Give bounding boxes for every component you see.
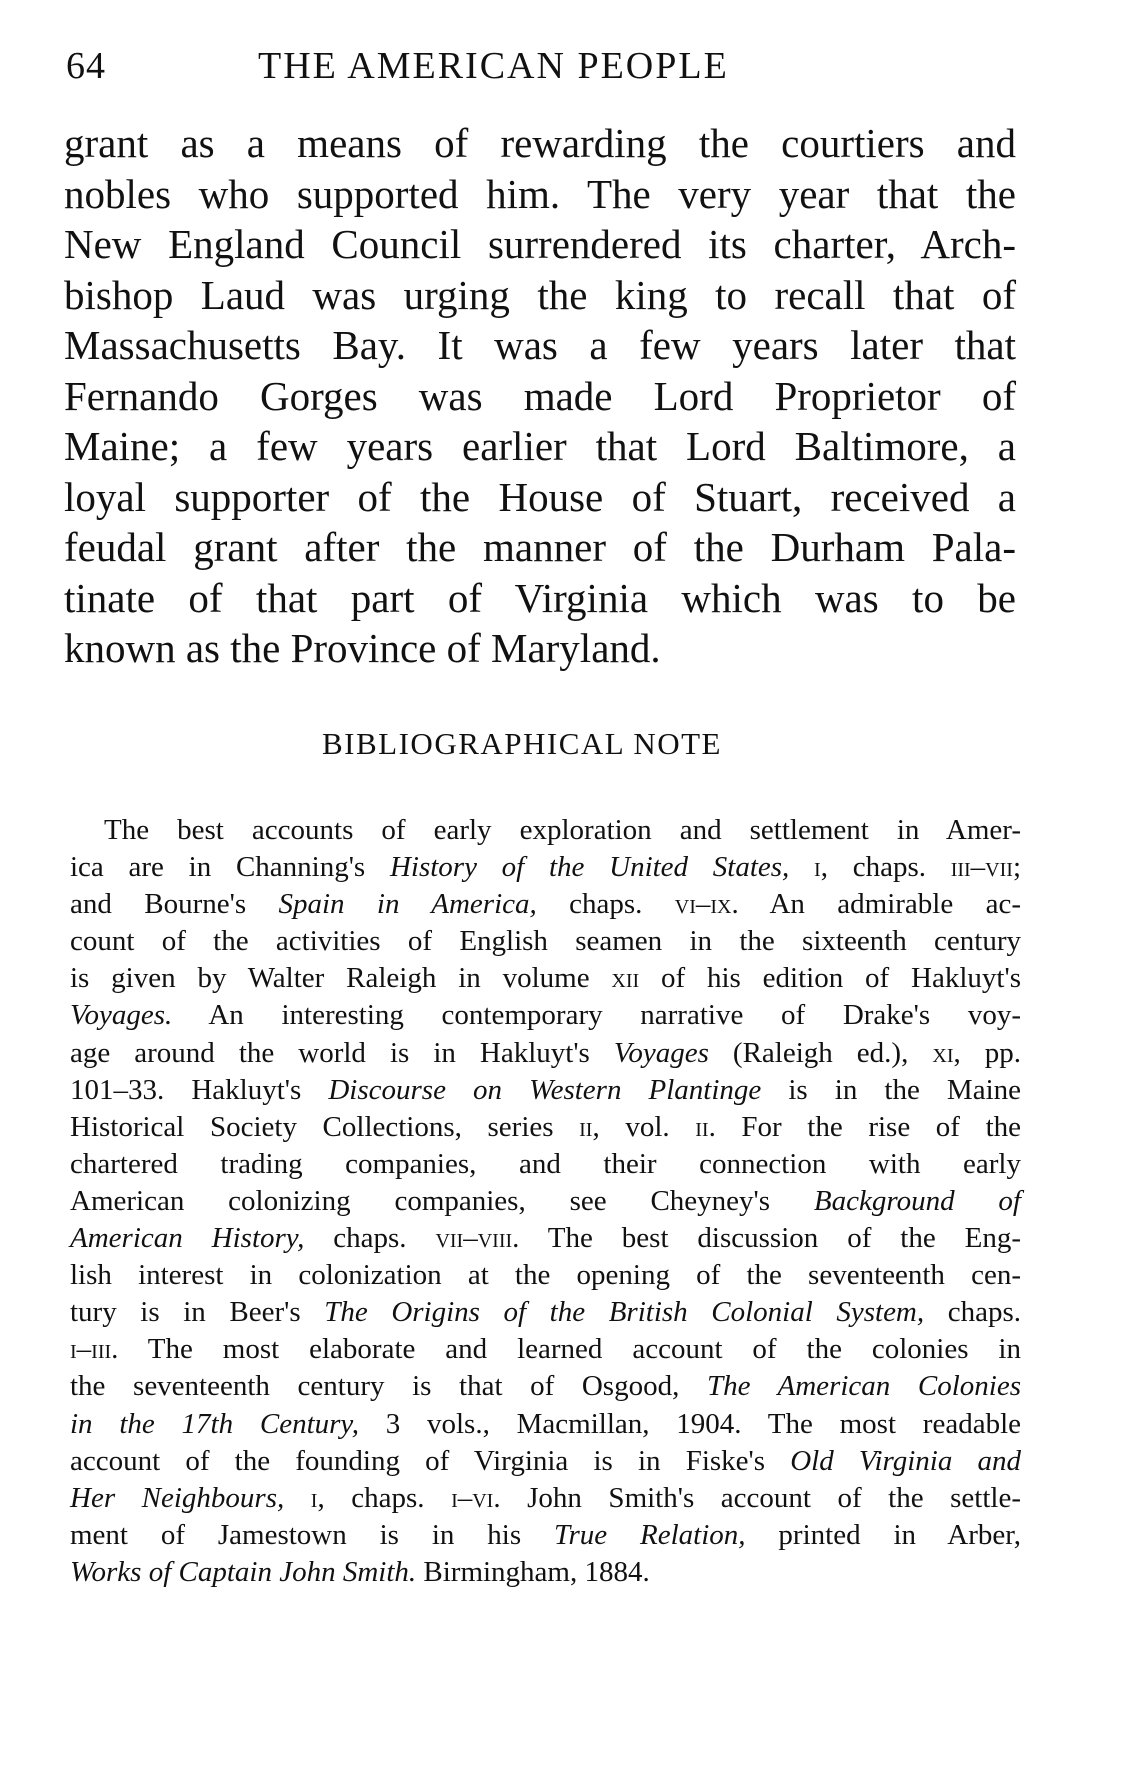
roman-numeral: ii (695, 1110, 709, 1143)
body-line (64, 371, 1016, 422)
text-run: chartered trading companies, and their connection with early (70, 1147, 1021, 1180)
italic-title: Discourse on Western Plantinge (328, 1073, 762, 1106)
text-run: age around the world is in Hakluyt's (70, 1036, 614, 1069)
body-line (64, 472, 1016, 523)
text-run: ment of Jamestown is in his (70, 1518, 554, 1551)
text-run: , chaps. (820, 851, 951, 884)
body-text (64, 118, 1016, 674)
text-run: tury is in Beer's (70, 1296, 325, 1329)
text-run: . An admirable ac- (731, 888, 1021, 921)
text-run: , vol. (592, 1110, 696, 1143)
body-line (64, 421, 1016, 472)
roman-numeral: xi (932, 1036, 954, 1069)
text-run: Massachusetts Bay. It was a few years later that (64, 322, 1016, 368)
bibliography-text (70, 812, 1021, 1591)
text-run: chaps. (536, 888, 675, 921)
text-run: . The best discussion of the Eng- (512, 1222, 1021, 1255)
running-title: THE AMERICAN PEOPLE (258, 45, 729, 87)
text-run: , chaps. (317, 1481, 452, 1514)
text-run: 3 vols., Macmillan, 1904. The most readable (358, 1407, 1022, 1440)
roman-numeral: vi–ix (674, 888, 732, 921)
italic-title: History of the United States, (389, 851, 790, 884)
bibliography-line (70, 886, 1021, 923)
bibliography-line (70, 812, 1021, 849)
italic-title: Voyages. (70, 999, 173, 1032)
bibliography-line (70, 1480, 1021, 1517)
text-run: Historical Society Collections, series (70, 1110, 580, 1143)
text-run: printed in Arber, (745, 1518, 1021, 1551)
italic-title: Background of (813, 1184, 1021, 1217)
text-run: is in the Maine (761, 1073, 1021, 1106)
text-run (284, 1482, 311, 1514)
text-run: lish interest in colonization at the opening of the seventeenth cen- (70, 1259, 1021, 1292)
italic-title: American History, (70, 1222, 305, 1255)
bibliography-line (70, 1146, 1021, 1183)
text-run: . John Smith's account of the settle- (493, 1481, 1022, 1514)
text-run: the seventeenth century is that of Osgood, (70, 1370, 707, 1403)
text-run: grant as a means of rewarding the courtiers and (64, 120, 1016, 166)
roman-numeral: iii–vii (950, 851, 1013, 884)
bibliography-line (70, 849, 1021, 886)
bibliography-line (70, 1220, 1021, 1257)
text-run: count of the activities of English seamen in the sixteenth century (70, 925, 1021, 958)
bibliography-heading: BIBLIOGRAPHICAL NOTE (322, 726, 722, 761)
bibliography-line (70, 1072, 1021, 1109)
roman-numeral: i (310, 1481, 318, 1514)
bibliography-line (70, 997, 1021, 1034)
bibliography-line (70, 1183, 1021, 1220)
body-line (64, 573, 1016, 624)
text-run: loyal supporter of the House of Stuart, received a (64, 473, 1016, 520)
text-run: . For the rise of the (708, 1110, 1021, 1143)
body-line (64, 522, 1016, 573)
italic-title: Spain in America, (278, 888, 537, 921)
text-run: Maine; a few years earlier that Lord Baltimore, a (64, 423, 1016, 469)
text-run: and Bourne's (70, 888, 279, 921)
text-run: ; (1012, 851, 1022, 884)
roman-numeral: i–iii (70, 1333, 112, 1366)
italic-title: The American Colonies (706, 1370, 1021, 1403)
roman-numeral: i (814, 851, 821, 884)
bibliography-line (70, 1443, 1021, 1480)
text-run: is given by Walter Raleigh in volume (70, 962, 612, 995)
italic-title: Works of Captain John Smith. (70, 1555, 417, 1588)
roman-numeral: xii (611, 962, 640, 995)
bibliography-line (70, 1109, 1021, 1146)
text-run: Birmingham, 1884. (416, 1555, 650, 1588)
italic-title: True Relation, (553, 1518, 746, 1551)
text-run: chaps. (304, 1222, 436, 1255)
italic-title: in the 17th Century, (70, 1407, 359, 1440)
body-line (64, 118, 1016, 169)
italic-title: Her Neighbours, (70, 1481, 285, 1514)
text-run: The best accounts of early exploration and settlement in Amer- (104, 814, 1021, 846)
bibliography-line (70, 1035, 1021, 1072)
text-run: known as the Province of Maryland. (64, 625, 661, 671)
text-run: bishop Laud was urging the king to recall that of (64, 271, 1016, 318)
text-run: nobles who supported him. The very year that the (64, 170, 1016, 217)
text-run: chaps. (924, 1296, 1022, 1329)
italic-title: Voyages (613, 1036, 709, 1069)
text-run: , pp. (953, 1036, 1022, 1069)
italic-title: Old Virginia and (790, 1444, 1021, 1477)
text-run: . The most elaborate and learned account of the colonies in (111, 1333, 1021, 1366)
text-run: tinate of that part of Virginia which was to be (64, 574, 1016, 621)
bibliography-line (70, 1554, 1021, 1591)
text-run: account of the founding of Virginia is in Fiske's (70, 1444, 791, 1477)
text-run: New England Council surrendered its charter, Arch- (64, 221, 1016, 267)
body-line (64, 320, 1016, 371)
body-line (64, 169, 1016, 220)
text-run (789, 851, 814, 883)
bibliography-line (70, 923, 1021, 960)
roman-numeral: vii–viii (435, 1222, 513, 1255)
page-number: 64 (66, 45, 106, 87)
bibliography-line (70, 1368, 1021, 1405)
text-run: ica are in Channing's (70, 851, 390, 884)
bibliography-line (70, 1257, 1021, 1294)
roman-numeral: i–vi (451, 1481, 494, 1514)
text-run: American colonizing companies, see Cheyney's (70, 1184, 814, 1217)
text-run: of his edition of Hakluyt's (639, 962, 1021, 995)
roman-numeral: ii (579, 1110, 593, 1143)
text-run: 101–33. Hakluyt's (70, 1073, 329, 1106)
bibliography-line (70, 960, 1021, 997)
text-run: Fernando Gorges was made Lord Proprietor of (64, 372, 1016, 419)
text-run: feudal grant after the manner of the Durham Pala- (64, 524, 1016, 570)
text-run: An interesting contemporary narrative of Drake's voy- (172, 999, 1021, 1032)
body-line (64, 623, 1016, 674)
bibliography-line (70, 1294, 1021, 1331)
body-line (64, 270, 1016, 321)
bibliography-line (70, 1331, 1021, 1368)
italic-title: The Origins of the British Colonial System, (324, 1296, 925, 1329)
bibliography-line (70, 1517, 1021, 1554)
body-line (64, 219, 1016, 270)
bibliography-line (70, 1406, 1021, 1443)
text-run: (Raleigh ed.), (708, 1036, 933, 1069)
